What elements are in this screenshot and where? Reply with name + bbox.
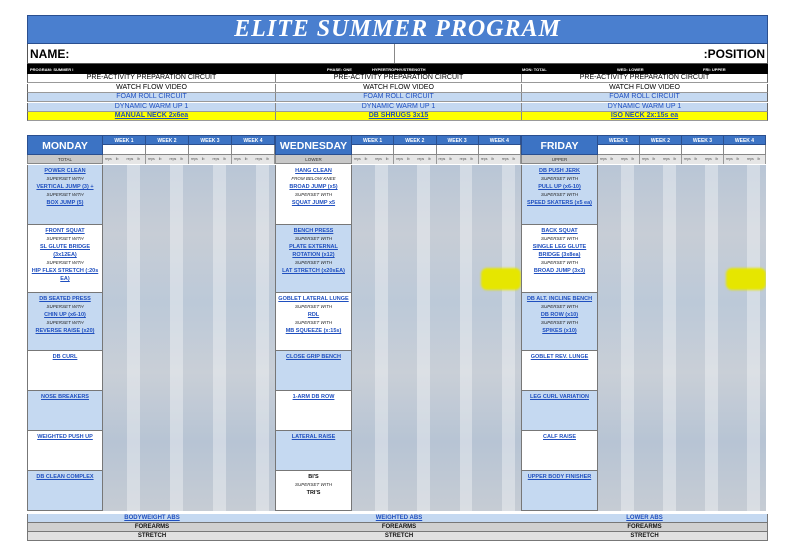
week-sub-label: lb [364,157,368,161]
week-sub-label: lb [137,157,140,161]
week-subheader [640,155,682,164]
highlight-mark [481,268,521,290]
superset-label: SUPERSET WITH [294,192,332,197]
week-sub-label: lb [115,157,119,161]
exercise-link[interactable]: GOBLET LATERAL LUNGE [278,296,349,302]
wed-info: WED: LOWER [617,67,644,72]
week-sub-label: reps [212,157,220,161]
exercise-link[interactable]: REVERSE RAISE (x20) [35,328,95,334]
footer-cell[interactable]: WEIGHTED ABS [276,514,522,522]
prep-cell[interactable]: FOAM ROLL CIRCUIT [522,93,767,101]
prep-cell: WATCH FLOW VIDEO [28,84,276,92]
week-sub-label: reps [726,157,733,161]
week-subheader [682,155,724,164]
footer-cell: STRETCH [522,532,767,540]
exercise-link[interactable]: UPPER BODY FINISHER [527,474,592,480]
week-header: WEEK 2 [640,135,682,145]
exercise-link[interactable]: SINGLE LEG GLUTE BRIDGE (3x8ea) [532,244,587,258]
week-input-row[interactable] [598,145,640,155]
week-sub-label: reps [354,157,361,161]
focus-info: HYPERTROPHY/STRENGTH [372,67,426,72]
position-label[interactable]: :POSITION [703,47,765,61]
superset-label: SUPERSET WITH [540,260,578,265]
exercise-link[interactable]: DB ALT. INCLINE BENCH [526,296,593,302]
exercise-link[interactable]: SPEED SKATERS (x5 ea) [526,200,592,206]
blurred-column [127,165,140,511]
phase-info: PHASE: ONE [327,67,352,72]
footer-row [27,523,768,532]
exercise-link: TRI'S [306,490,321,496]
superset-label: SUPERSET WITH [46,304,84,309]
week-header: WEEK 1 [352,135,394,145]
footer-cell: FOREARMS [522,523,767,531]
exercise-link[interactable]: BACK SQUAT [541,228,578,234]
week-sub-label: lb [223,157,226,161]
footer-cell: FOREARMS [276,523,522,531]
blurred-column [460,165,473,511]
exercise-link[interactable]: DB CURL [52,354,78,360]
blurred-column [375,165,388,511]
superset-label: SUPERSET WITH [540,304,578,309]
exercise-block [27,165,103,225]
exercise-link[interactable]: HANG CLEAN [295,168,332,174]
exercise-block [27,391,103,431]
week-header: WEEK 3 [189,135,232,145]
exercise-block [521,225,598,293]
week-subheader [146,155,189,164]
exercise-link[interactable]: CHIN UP (x6-10) [44,312,86,318]
week-subheader [232,155,275,164]
day-header: MONDAY [27,135,103,155]
footer-cell: FOREARMS [28,523,276,531]
week-sub-label: lb [491,157,495,161]
exercise-link[interactable]: DB PUSH JERK [539,168,580,174]
exercise-link[interactable]: DB SEATED PRESS [39,296,91,302]
week-sub-label: reps [375,157,382,161]
week-sub-label: reps [105,157,112,161]
superset-label: SUPERSET WITH [294,482,332,487]
superset-label: SUPERSET WITH [294,304,332,309]
week-header: WEEK 2 [394,135,436,145]
exercise-link[interactable]: PULL UP (x6-10) [538,184,581,190]
footer-cell[interactable]: LOWER ABS [522,514,767,522]
blurred-column [705,165,718,511]
superset-label: SUPERSET WITH [294,236,332,241]
week-sub-label: lb [266,157,269,161]
exercise-block [275,165,352,225]
exercise-block [27,431,103,471]
week-subheader [189,155,232,164]
exercise-link[interactable]: SQUAT JUMP x5 [291,200,336,206]
superset-label: SUPERSET WITH [46,192,84,197]
week-sub-label: lb [180,157,183,161]
week-sub-label: lb [715,157,719,161]
week-sub-label: lb [610,157,614,161]
prep-cell[interactable]: FOAM ROLL CIRCUIT [276,93,522,101]
week-input-row[interactable] [640,145,682,155]
exercise-link[interactable]: HIP FLEX STRETCH (:20s EA) [31,268,99,282]
log-grid-blurred[interactable] [598,165,766,511]
footer-cell[interactable]: BODYWEIGHT ABS [28,514,276,522]
week-input-row[interactable] [682,145,724,155]
week-sub-label: lb [736,157,740,161]
prep-cell[interactable]: DB SHRUGS 3x15 [276,112,522,120]
week-sub-label: reps [684,157,691,161]
exercise-block [275,431,352,471]
exercise-link[interactable]: LATERAL RAISE [291,434,336,440]
superset-label: SUPERSET WITH [46,320,84,325]
prep-row [27,112,768,121]
week-input-row[interactable] [479,145,521,155]
exercise-link[interactable]: FRONT SQUAT [45,228,85,234]
week-sub-label: reps [396,157,404,161]
exercise-link[interactable]: NOSE BREAKERS [41,394,89,400]
week-header: WEEK 1 [103,135,146,145]
prep-cell[interactable]: FOAM ROLL CIRCUIT [28,93,276,101]
day-focus: UPPER [521,155,598,164]
exercise-block [275,471,352,511]
week-input-row[interactable] [232,145,275,155]
week-subheader [598,155,640,164]
superset-label: SUPERSET WITH [46,236,84,241]
exercise-link[interactable]: MB SQUEEZE (x:15s) [285,328,342,334]
prep-cell[interactable]: DYNAMIC WARM UP 1 [522,103,767,111]
week-subheader [479,155,521,164]
prep-cell: PRE-ACTIVITY PREPARATION CIRCUIT [276,74,522,82]
week-input-row[interactable] [394,145,436,155]
exercise-link[interactable]: GOBLET REV. LUNGE [530,354,589,360]
superset-label: SUPERSET WITH [540,236,578,241]
superset-label: SUPERSET WITH [46,176,84,181]
name-position-row [27,44,768,64]
prep-cell: PRE-ACTIVITY PREPARATION CIRCUIT [28,74,276,82]
week-input-row[interactable] [189,145,232,155]
week-sub-label: reps [438,157,446,161]
exercise-block [521,471,598,511]
prep-cell[interactable]: ISO NECK 2x:15s ea [522,112,767,120]
superset-label: SUPERSET WITH [46,260,84,265]
program-title: ELITE SUMMER PROGRAM [27,15,768,44]
exercise-block [275,225,352,293]
prep-cell: WATCH FLOW VIDEO [276,84,522,92]
blurred-column [213,165,226,511]
exercise-link[interactable]: BOX JUMP (5) [46,200,84,206]
exercise-link[interactable]: BENCH PRESS [293,228,334,234]
exercise-block [27,293,103,351]
blurred-column [256,165,269,511]
week-header: WEEK 4 [724,135,766,145]
exercise-block [27,471,103,511]
day-header: FRIDAY [521,135,598,155]
superset-label: SUPERSET WITH [294,320,332,325]
exercise-link[interactable]: SPIKES (x10) [542,328,577,334]
superset-label: FROM BELOW KNEE [291,176,336,181]
week-sub-label: reps [600,157,607,161]
week-sub-label: reps [459,157,467,161]
exercise-link[interactable]: DB CLEAN COMPLEX [36,474,94,480]
week-sub-label: lb [385,157,389,161]
week-sub-label: reps [417,157,425,161]
day-focus: TOTAL [27,155,103,164]
week-sub-label: reps [621,157,628,161]
exercise-link[interactable]: LAT STRETCH (x20sEA) [282,268,345,274]
exercise-block [521,431,598,471]
week-sub-label: lb [631,157,635,161]
exercise-link: BI'S [308,474,319,480]
week-header: WEEK 3 [437,135,479,145]
prep-cell: WATCH FLOW VIDEO [522,84,767,92]
exercise-link[interactable]: CALF RAISE [543,434,576,440]
exercise-block [275,391,352,431]
week-input-row[interactable] [724,145,766,155]
week-sub-label: lb [201,157,205,161]
week-sub-label: reps [501,157,509,161]
prep-row [27,103,768,112]
week-subheader [352,155,394,164]
highlight-mark [726,268,766,290]
week-sub-label: reps [747,157,754,161]
week-sub-label: lb [512,157,516,161]
week-sub-label: reps [191,157,198,161]
week-sub-label: lb [757,157,761,161]
fri-info: FRI: UPPER [703,67,726,72]
week-header: WEEK 4 [232,135,275,145]
exercise-link[interactable]: WEIGHTED PUSH UP [37,434,93,440]
week-sub-label: reps [126,157,134,161]
week-sub-label: lb [449,157,452,161]
superset-label: SUPERSET WITH [294,260,332,265]
exercise-link[interactable]: RDL [307,312,320,318]
superset-label: SUPERSET WITH [540,320,578,325]
week-sub-label: lb [244,157,248,161]
exercise-block [521,293,598,351]
week-sub-label: reps [705,157,712,161]
day-focus: LOWER [275,155,352,164]
week-header: WEEK 3 [682,135,724,145]
week-subheader [103,155,146,164]
week-sub-label: lb [406,157,410,161]
week-sub-label: lb [158,157,162,161]
week-input-row[interactable] [146,145,189,155]
footer-row [27,532,768,541]
exercise-block [275,293,352,351]
name-label[interactable]: NAME: [30,47,70,61]
week-sub-label: reps [169,157,177,161]
week-input-row[interactable] [437,145,479,155]
week-sub-label: lb [694,157,698,161]
log-grid-blurred[interactable] [352,165,521,511]
week-sub-label: reps [234,157,241,161]
prep-row [27,93,768,102]
prep-cell: PRE-ACTIVITY PREPARATION CIRCUIT [522,74,767,82]
superset-label: SUPERSET WITH [540,192,578,197]
exercise-link[interactable]: LEG CURL VARIATION [530,394,589,400]
exercise-link[interactable]: CLOSE GRIP BENCH [286,354,341,360]
week-input-row[interactable] [352,145,394,155]
program-info: PROGRAM: SUMMER I [30,67,74,72]
log-grid-blurred[interactable] [103,165,275,511]
day-header: WEDNESDAY [275,135,352,155]
week-sub-label: lb [652,157,656,161]
blurred-column [663,165,676,511]
prep-row [27,74,768,83]
week-sub-label: reps [148,157,155,161]
exercise-block [275,351,352,391]
exercise-link[interactable]: BROAD JUMP (3x3) [533,268,586,274]
exercise-link[interactable]: POWER CLEAN [44,168,86,174]
footer-row [27,514,768,523]
exercise-block [521,351,598,391]
prep-cell[interactable]: DYNAMIC WARM UP 1 [28,103,276,111]
program-info-bar [27,64,768,74]
exercise-link[interactable]: SL GLUTE BRIDGE (3x12EA) [39,244,90,258]
exercise-link[interactable]: DB ROW (x10) [540,312,579,318]
week-sub-label: lb [427,157,431,161]
footer-cell: STRETCH [276,532,522,540]
week-header: WEEK 2 [146,135,189,145]
blurred-column [621,165,634,511]
week-header: WEEK 1 [598,135,640,145]
week-subheader [437,155,479,164]
blurred-column [417,165,430,511]
exercise-block [27,225,103,293]
blurred-column [170,165,183,511]
week-sub-label: lb [470,157,473,161]
blurred-column [502,165,515,511]
footer-cell: STRETCH [28,532,276,540]
week-header: WEEK 4 [479,135,521,145]
week-subheader [394,155,436,164]
exercise-block [521,391,598,431]
week-sub-label: lb [673,157,677,161]
exercise-link[interactable]: VERTICAL JUMP (3) + [36,184,94,190]
exercise-block [27,351,103,391]
week-sub-label: reps [663,157,670,161]
week-input-row[interactable] [103,145,146,155]
week-sub-label: reps [480,157,488,161]
week-sub-label: reps [255,157,263,161]
exercise-block [521,165,598,225]
exercise-link[interactable]: PLATE EXTERNAL ROTATION (x12) [289,244,338,258]
exercise-link[interactable]: BROAD JUMP (x5) [289,184,338,190]
week-sub-label: reps [642,157,649,161]
superset-label: SUPERSET WITH [540,176,578,181]
exercise-link[interactable]: 1-ARM DB ROW [292,394,335,400]
prep-cell[interactable]: MANUAL NECK 2x6ea [28,112,276,120]
blurred-column [747,165,760,511]
name-divider [394,44,395,63]
week-subheader [724,155,766,164]
mon-info: MON: TOTAL [522,67,547,72]
prep-row [27,84,768,93]
prep-cell[interactable]: DYNAMIC WARM UP 1 [276,103,522,111]
